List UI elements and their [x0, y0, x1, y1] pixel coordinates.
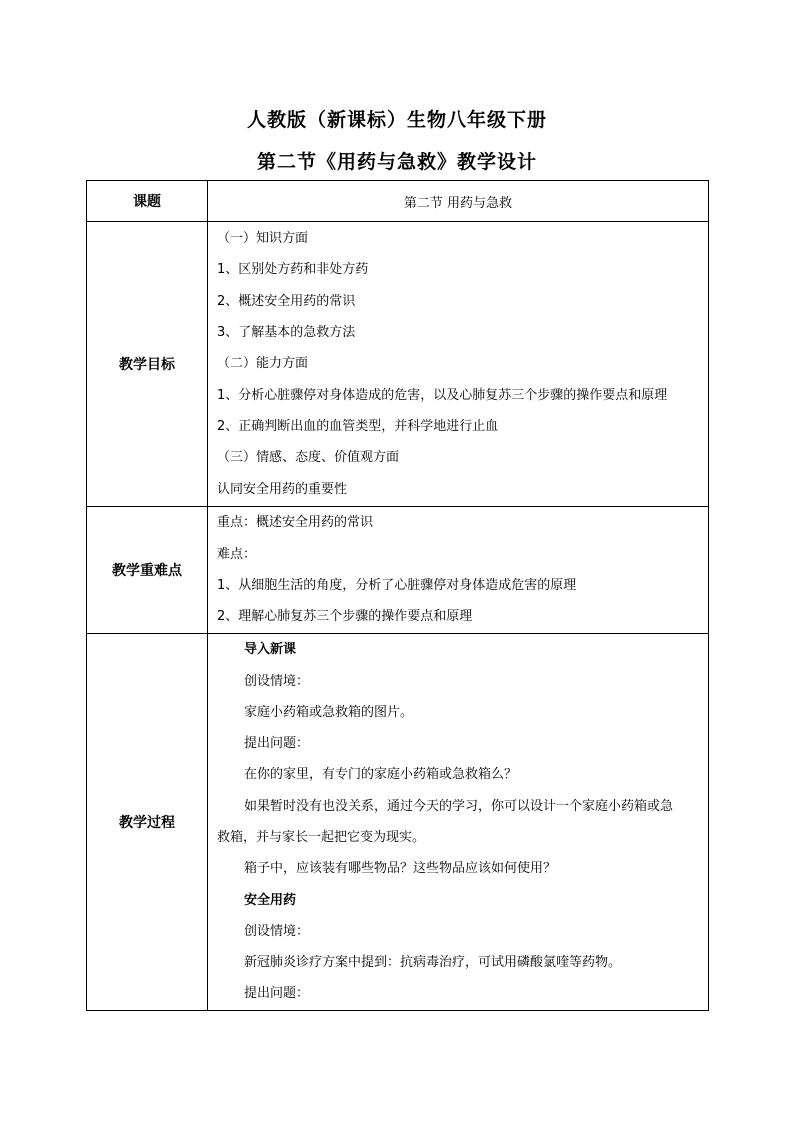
process-line: 创设情境：: [244, 673, 310, 689]
table-row-topic: [87, 181, 709, 222]
process-line: 在你的家里，有专门的家庭小药箱或急救箱么？: [244, 767, 518, 783]
process-line: 新冠肺炎诊疗方案中提到：抗病毒治疗，可试用磷酸氯喹等药物。: [244, 955, 622, 971]
process-label: 教学过程: [87, 634, 208, 1011]
goals-line: 1、区别处方药和非处方药: [217, 262, 369, 278]
process-line: 提出问题：: [244, 986, 310, 1002]
process-line: 创设情境：: [244, 923, 310, 939]
process-line: 箱子中，应该装有哪些物品？这些物品应该如何使用？: [244, 861, 557, 877]
topic-value: 第二节 用药与急救: [208, 181, 709, 222]
goals-line: （二）能力方面: [217, 356, 309, 372]
table-row-keypoints: [87, 507, 709, 634]
goals-line: （三）情感、态度、价值观方面: [217, 450, 400, 466]
lesson-plan-table: [86, 180, 709, 1011]
goals-line: 2、正确判断出血的血管类型，并科学地进行止血: [217, 418, 499, 434]
process-line: 家庭小药箱或急救箱的图片。: [244, 704, 414, 720]
keypoints-line: 重点：概述安全用药的常识: [217, 515, 374, 531]
process-line: 如果暂时没有也没关系，通过今天的学习，你可以设计一个家庭小药箱或急: [244, 798, 674, 814]
goals-line: （一）知识方面: [217, 231, 309, 247]
goals-content: [208, 222, 709, 507]
keypoints-line: 2、理解心肺复苏三个步骤的操作要点和原理: [217, 609, 473, 625]
topic-label: 课题: [87, 181, 208, 222]
process-content: [208, 634, 709, 1011]
process-section-heading: 导入新课: [244, 642, 297, 658]
goals-line: 认同安全用药的重要性: [217, 481, 348, 497]
process-section-heading: 安全用药: [244, 892, 297, 908]
document-title: 人教版（新课标）生物八年级下册: [246, 109, 547, 131]
table-row-goals: [87, 222, 709, 507]
table-row-process: [87, 634, 709, 1011]
keypoints-line: 难点：: [217, 546, 257, 562]
process-line: 救箱，并与家长一起把它变为现实。: [217, 830, 426, 845]
keypoints-line: 1、从细胞生活的角度，分析了心脏骤停对身体造成危害的原理: [217, 578, 577, 593]
goals-line: 3、了解基本的急救方法: [217, 325, 356, 341]
goals-label: 教学目标: [87, 222, 208, 507]
goals-line: 2、概述安全用药的常识: [217, 293, 356, 309]
document-subtitle: 第二节《用药与急救》教学设计: [256, 151, 537, 173]
process-line: 提出问题：: [244, 736, 310, 752]
goals-line: 1、分析心脏骤停对身体造成的危害，以及心肺复苏三个步骤的操作要点和原理: [217, 387, 668, 403]
keypoints-label: 教学重难点: [87, 507, 208, 634]
keypoints-content: [208, 507, 709, 634]
